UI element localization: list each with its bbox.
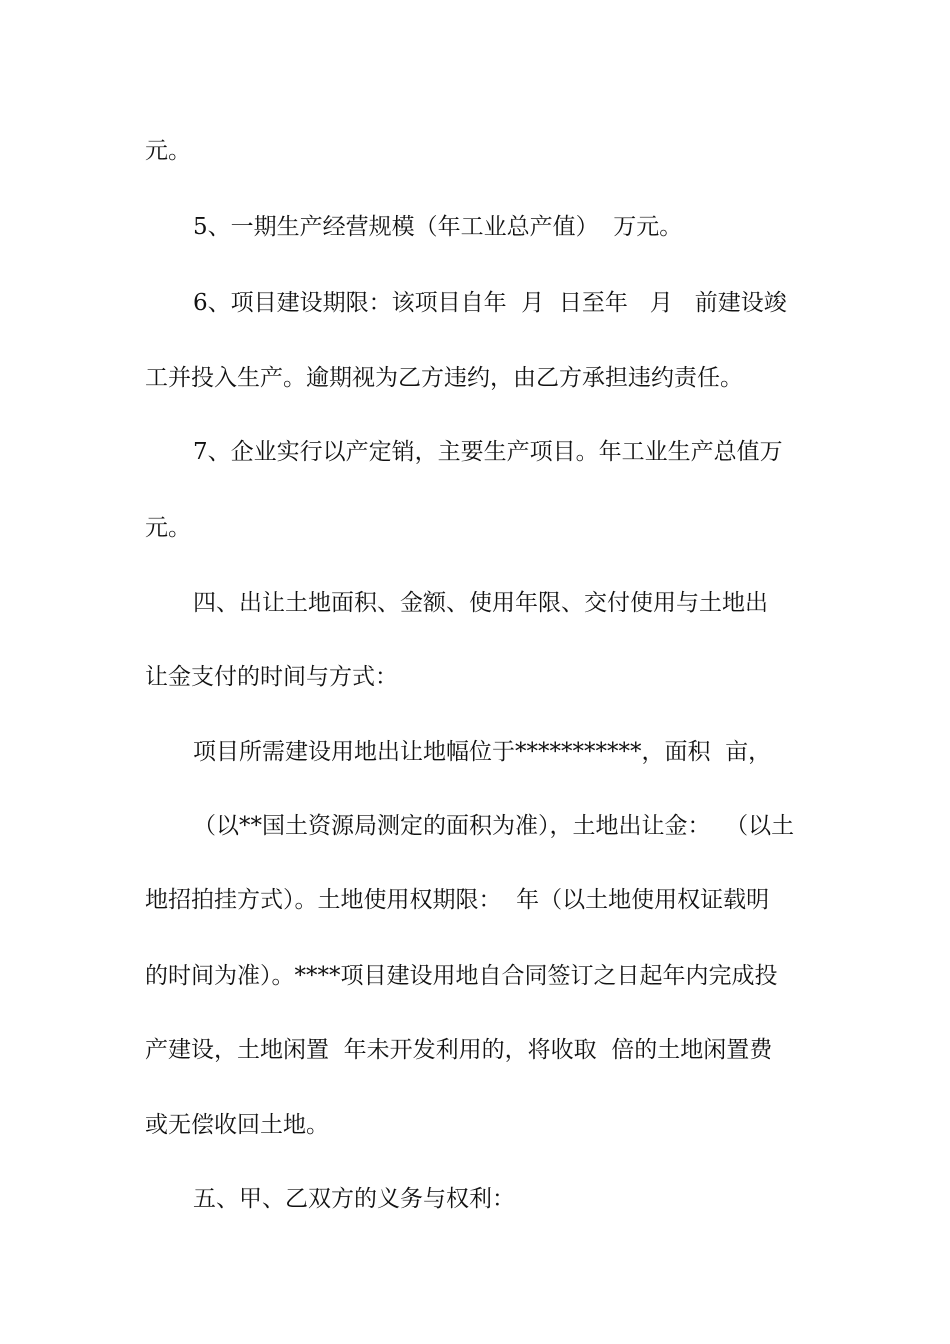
text-line: 元。	[145, 515, 191, 541]
text-line: 四、出让土地面积、金额、使用年限、交付使用与土地出	[193, 590, 768, 616]
text-line: 产建设，土地闲置 年未开发利用的，将收取 倍的土地闲置费	[145, 1037, 773, 1063]
text-line: 工并投入生产。逾期视为乙方违约，由乙方承担违约责任。	[145, 365, 743, 391]
text-line: （以**国土资源局测定的面积为准），土地出让金： （以土	[193, 813, 795, 839]
text-line: 项目所需建设用地出让地幅位于***********，面积 亩，	[193, 739, 772, 765]
text-line: 5、一期生产经营规模（年工业总产值） 万元。	[193, 214, 683, 240]
text-line: 让金支付的时间与方式：	[145, 664, 398, 690]
text-line: 7、企业实行以产定销，主要生产项目。年工业生产总值万	[193, 439, 783, 465]
text-line: 元。	[145, 138, 191, 164]
text-line: 地招拍挂方式）。土地使用权期限： 年（以土地使用权证载明	[145, 887, 770, 913]
text-line: 五、甲、乙双方的义务与权利：	[193, 1186, 515, 1212]
text-line: 或无偿收回土地。	[145, 1112, 329, 1138]
text-line: 的时间为准）。****项目建设用地自合同签订之日起年内完成投	[145, 963, 778, 989]
text-line: 6、项目建设期限：该项目自年 月 日至年 月 前建设竣	[193, 290, 787, 316]
